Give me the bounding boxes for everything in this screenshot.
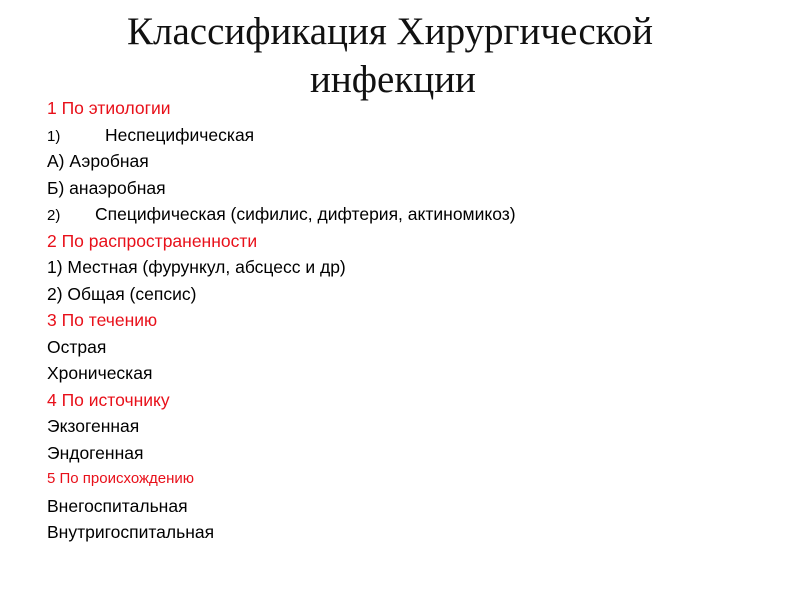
- list-item-acute: Острая: [47, 336, 107, 357]
- classification-list: [47, 95, 767, 546]
- section-heading-course: 3 По течению: [47, 310, 158, 330]
- section-heading-spread: 2 По распространенности: [47, 230, 258, 251]
- slide-title: [0, 8, 780, 104]
- list-item-text: Неспецифическая: [105, 124, 255, 145]
- list-item-hospital: Внутригоспитальная: [47, 522, 215, 542]
- list-item-endogenous: Эндогенная: [47, 442, 144, 463]
- list-item-aerobic: А) Аэробная: [47, 151, 149, 171]
- list-number: 2): [47, 207, 61, 224]
- list-item-exogenous: Экзогенная: [47, 416, 140, 436]
- section-heading-source: 4 По источнику: [47, 389, 170, 410]
- section-heading-origin: 5 По происхождению: [47, 470, 195, 487]
- list-item-community: Внегоспитальная: [47, 495, 188, 516]
- slide-title-line-2: инфекции: [310, 58, 476, 101]
- list-item-text: Специфическая (сифилис, дифтерия, актиномикоз): [95, 204, 516, 224]
- list-item-chronic: Хроническая: [47, 363, 153, 383]
- list-number: 1): [47, 127, 61, 145]
- list-item-general: 2) Общая (сепсис): [47, 283, 197, 304]
- section-heading-etiology: 1 По этиологии: [47, 98, 171, 118]
- list-item-specific: [47, 201, 767, 228]
- list-item-anaerobic: Б) анаэробная: [47, 177, 166, 198]
- list-item-nonspecific: [47, 122, 767, 149]
- slide-title-line-1: Классификация Хирургической: [127, 10, 653, 53]
- list-item-local: 1) Местная (фурункул, абсцесс и др): [47, 257, 346, 277]
